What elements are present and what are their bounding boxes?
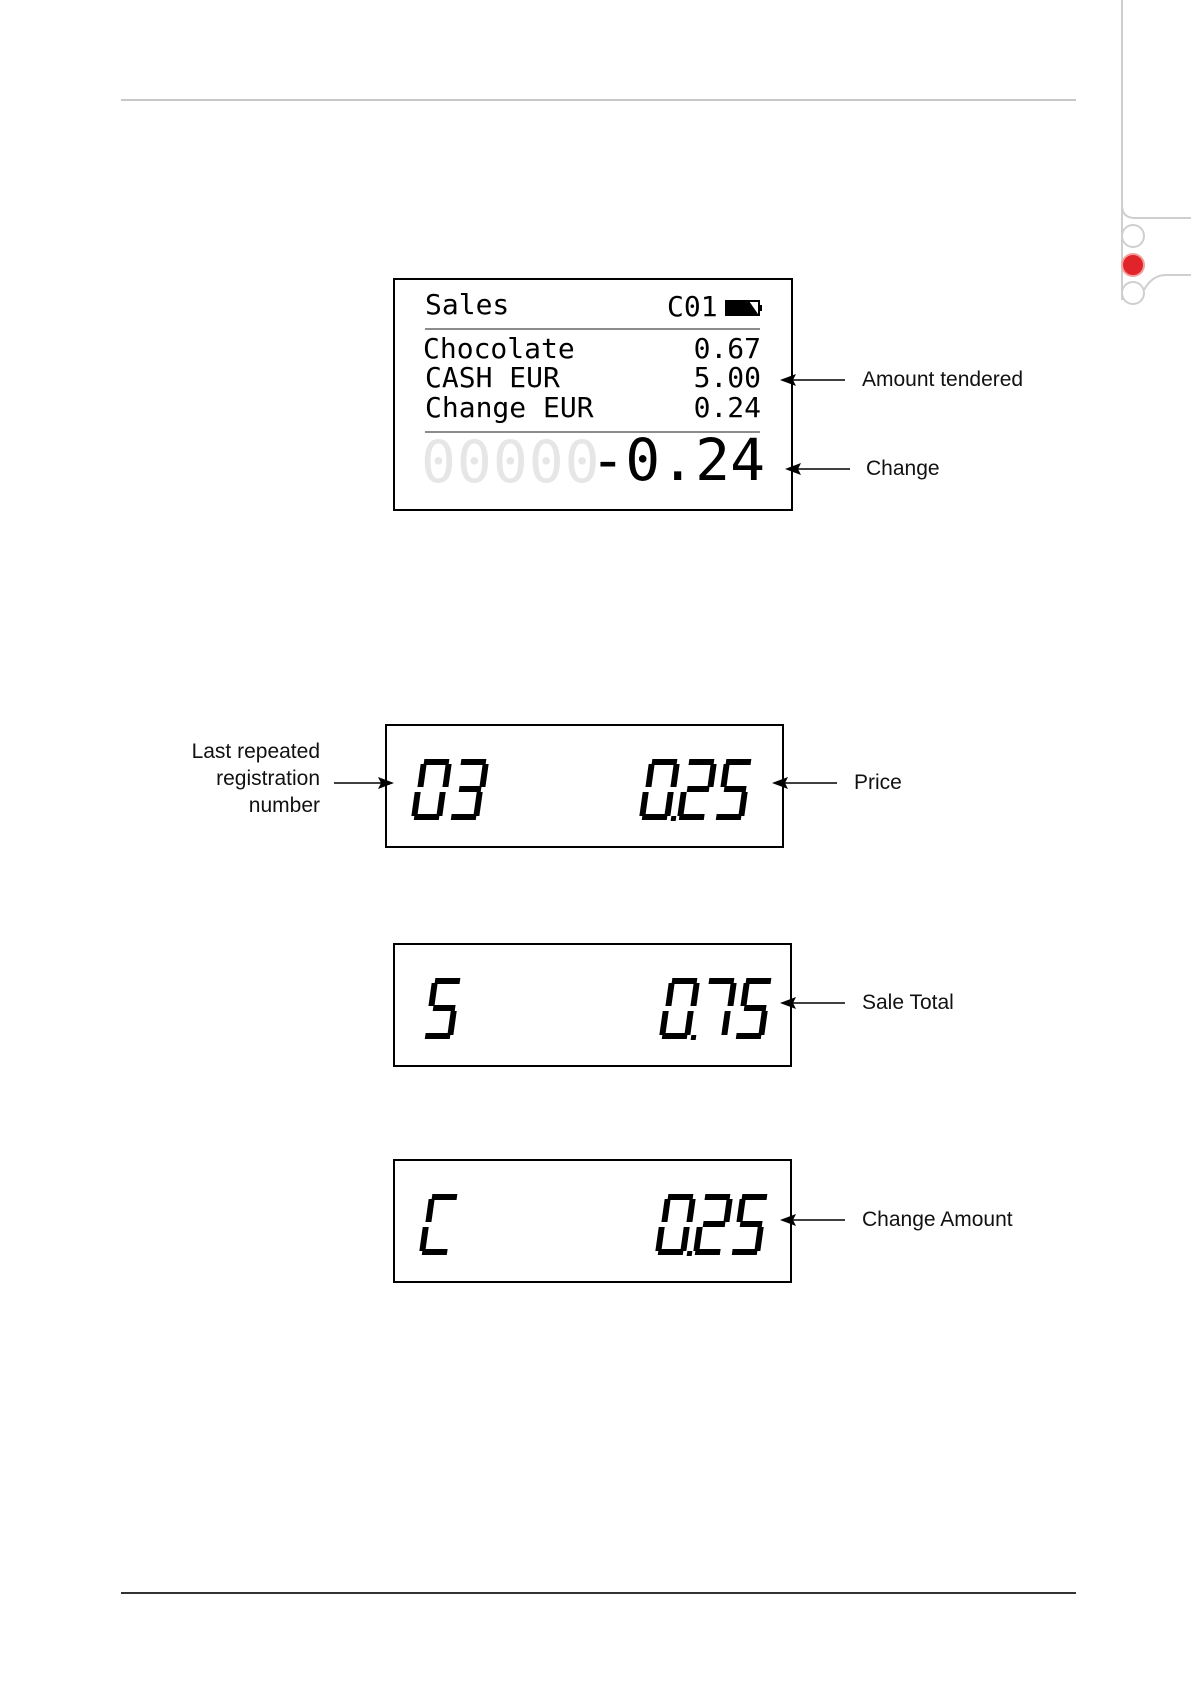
lcd-divider-top: [425, 328, 760, 330]
arrow-left-icon: [780, 996, 845, 1010]
annotation-price: Price: [854, 771, 902, 794]
segment-readout: [395, 945, 790, 1065]
segment-display-sale-total: [393, 943, 792, 1067]
page-nav-indicator: [1100, 0, 1191, 330]
lcd-row-value: 0.24: [693, 391, 761, 424]
lcd-header-right: C01: [667, 290, 718, 323]
nav-dot-1: [1122, 225, 1144, 247]
annotation-sale-total: Sale Total: [862, 991, 954, 1014]
arrow-left-icon: [772, 776, 837, 790]
lcd-display: [393, 278, 793, 511]
lcd-row-label: Chocolate: [423, 332, 575, 365]
arrow-left-icon: [780, 1213, 845, 1227]
lcd-row-value: 5.00: [693, 361, 761, 394]
battery-icon: [725, 300, 763, 316]
segment-display-registration: [385, 724, 784, 848]
bottom-rule: [121, 1592, 1076, 1594]
top-rule: [121, 99, 1076, 101]
nav-dot-3: [1122, 282, 1144, 304]
lcd-big-placeholder: 00000: [421, 428, 601, 496]
segment-display-change: [393, 1159, 792, 1283]
annotation-last-repeated: Last repeated registration number: [191, 740, 320, 817]
annotation-amount-tendered: Amount tendered: [862, 368, 1024, 391]
lcd-row-value: 0.67: [693, 332, 761, 365]
lcd-row-label: CASH EUR: [425, 361, 560, 394]
annotation-change: Change: [866, 457, 940, 480]
segment-readout: [387, 726, 782, 846]
arrow-left-icon: [780, 373, 845, 387]
lcd-header-left: Sales: [425, 288, 510, 321]
arrow-left-icon: [785, 462, 850, 476]
segment-readout: [395, 1161, 790, 1281]
annotation-change-amount: Change Amount: [862, 1208, 1013, 1231]
arrow-right-icon: [334, 776, 394, 790]
nav-dot-active: [1122, 254, 1144, 276]
lcd-row-label: Change EUR: [425, 391, 594, 424]
lcd-big-value: -0.24: [590, 426, 765, 494]
